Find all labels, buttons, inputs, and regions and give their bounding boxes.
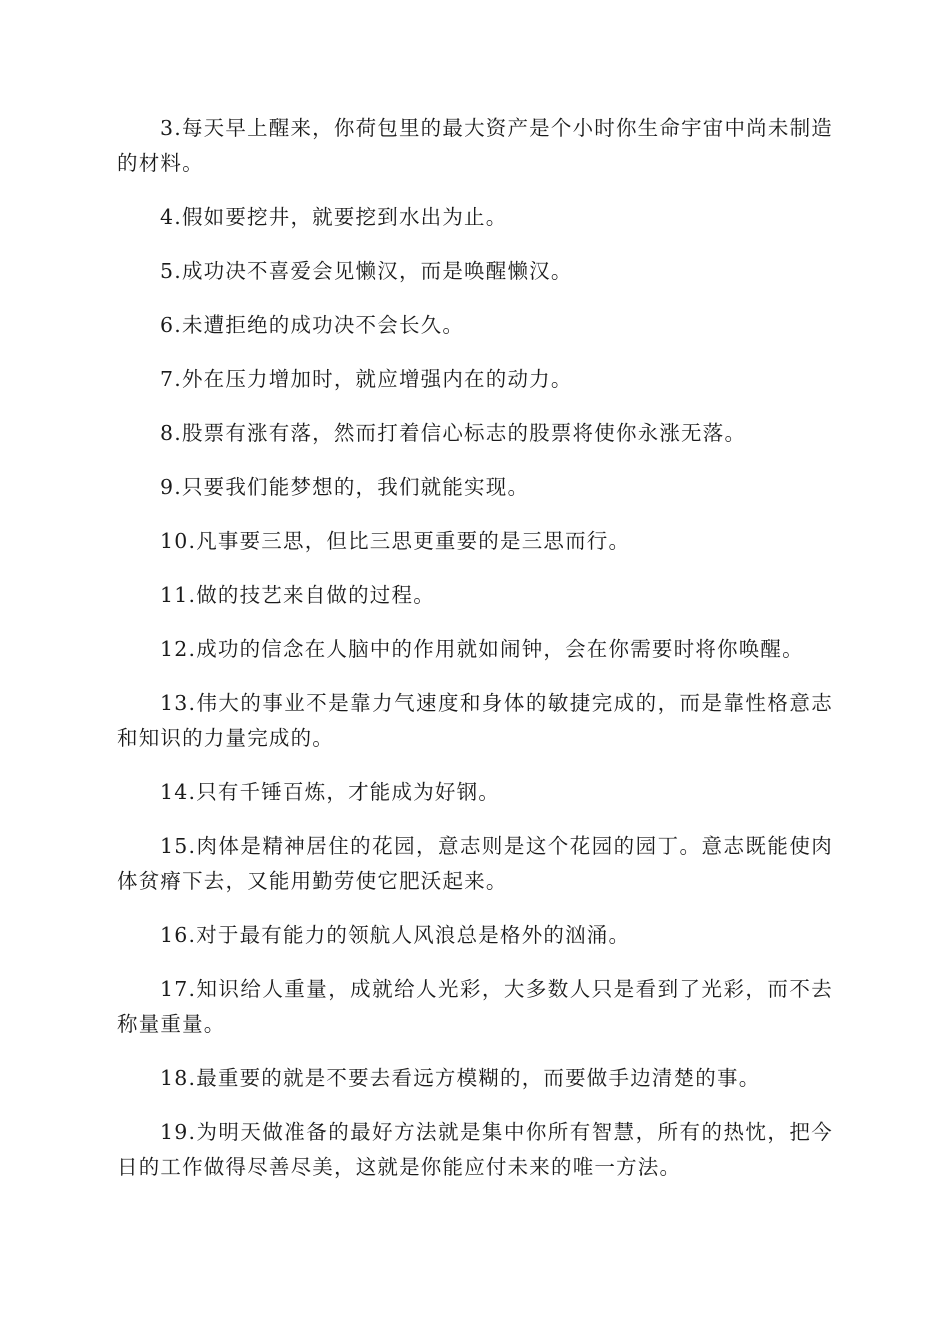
quote-paragraph-19: 19.为明天做准备的最好方法就是集中你所有智慧，所有的热忱，把今日的工作做得尽善尽美，这就是你能应付未来的唯一方法。 (117, 1120, 833, 1179)
quote-paragraph-10: 10.凡事要三思，但比三思更重要的是三思而行。 (160, 529, 631, 553)
quote-paragraph-15: 15.肉体是精神居住的花园，意志则是这个花园的园丁。意志既能使肉体贫瘠下去，又能用勤劳使它肥沃起来。 (117, 834, 833, 893)
quote-paragraph-11: 11.做的技艺来自做的过程。 (160, 583, 435, 607)
quote-paragraph-16: 16.对于最有能力的领航人风浪总是格外的汹涌。 (160, 923, 631, 947)
quote-paragraph-7: 7.外在压力增加时，就应增强内在的动力。 (160, 367, 573, 391)
quote-paragraph-4: 4.假如要挖井，就要挖到水出为止。 (160, 205, 508, 229)
quote-paragraph-8: 8.股票有涨有落，然而打着信心标志的股票将使你永涨无落。 (160, 421, 747, 445)
quote-paragraph-13: 13.伟大的事业不是靠力气速度和身体的敏捷完成的，而是靠性格意志和知识的力量完成的。 (117, 691, 833, 750)
quote-paragraph-5: 5.成功决不喜爱会见懒汉，而是唤醒懒汉。 (160, 259, 573, 283)
quote-paragraph-17: 17.知识给人重量，成就给人光彩，大多数人只是看到了光彩，而不去称量重量。 (117, 977, 833, 1036)
quote-paragraph-14: 14.只有千锤百炼，才能成为好钢。 (160, 780, 501, 804)
quote-paragraph-6: 6.未遭拒绝的成功决不会长久。 (160, 313, 465, 337)
quote-paragraph-12: 12.成功的信念在人脑中的作用就如闹钟，会在你需要时将你唤醒。 (160, 637, 804, 661)
quote-paragraph-3: 3.每天早上醒来，你荷包里的最大资产是个小时你生命宇宙中尚未制造的材料。 (117, 116, 833, 175)
quote-paragraph-9: 9.只要我们能梦想的，我们就能实现。 (160, 475, 530, 499)
document-body (117, 111, 833, 1204)
quote-paragraph-18: 18.最重要的就是不要去看远方模糊的，而要做手边清楚的事。 (160, 1066, 761, 1090)
